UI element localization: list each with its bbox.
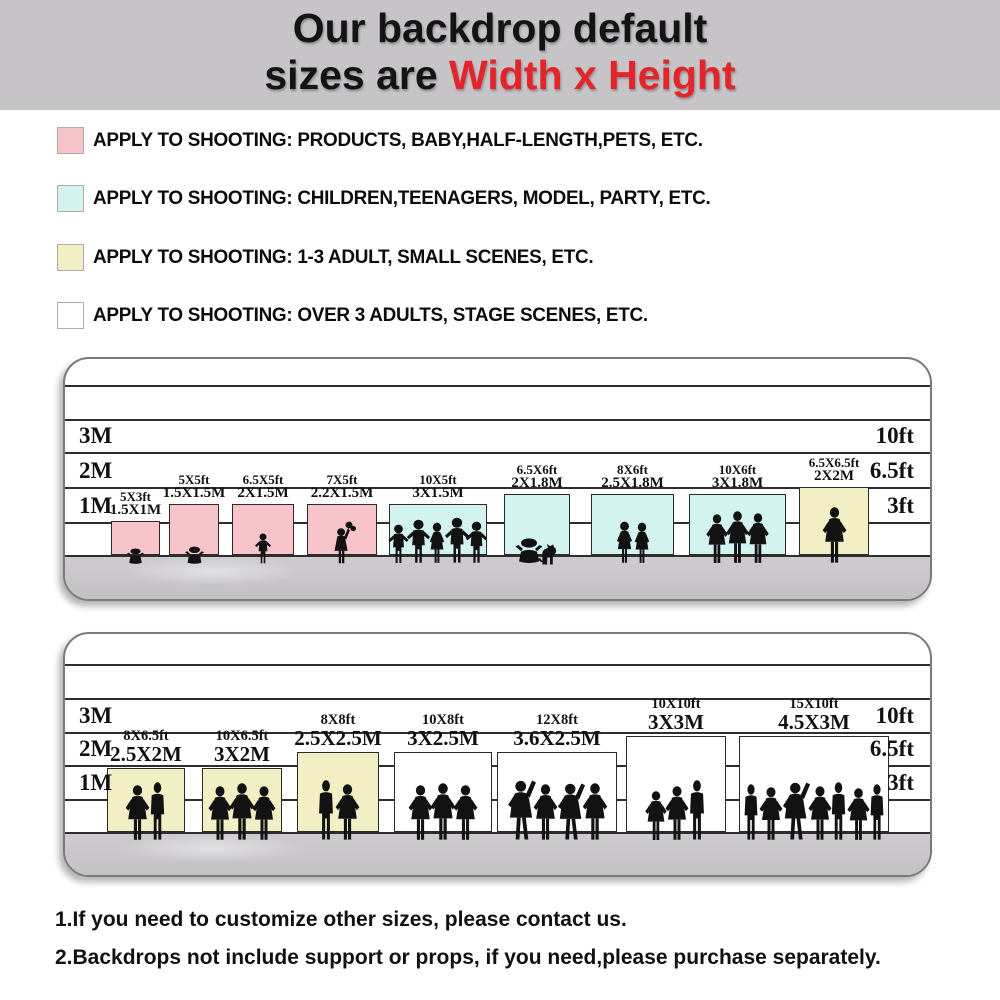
size-label-meter: 2X2M <box>813 468 854 485</box>
axis-label-feet: 10ft <box>875 703 914 728</box>
size-label-meter: 2.5X2M <box>110 742 182 767</box>
size-box-label <box>237 473 288 502</box>
header-banner <box>0 0 1000 110</box>
size-box-label <box>809 456 860 485</box>
size-label-meter: 4.5X3M <box>778 710 850 735</box>
axis-label-meter: 2M <box>79 736 113 761</box>
size-box-label <box>110 729 182 766</box>
silhouette-woman-icon <box>744 513 772 565</box>
axis-label-meter: 1M <box>79 770 113 795</box>
legend-swatch-yellow <box>57 244 84 271</box>
legend-item-cyan <box>57 184 730 212</box>
silhouette-woman-icon <box>450 785 481 842</box>
legend-item-white <box>57 301 665 329</box>
size-box-label <box>407 713 479 750</box>
floor-highlight <box>117 557 307 586</box>
size-chart-panel-large <box>63 632 932 877</box>
axis-label-meter: 1M <box>79 493 113 518</box>
note-customize: 1.If you need to customize other sizes, please contact us. <box>55 908 627 931</box>
axis-label-feet: 3ft <box>887 770 914 795</box>
legend-label: APPLY TO SHOOTING: CHILDREN,TEENAGERS, MODEL, PARTY, ETC. <box>93 186 711 209</box>
size-label-feet: 10X6.5ft <box>215 728 269 745</box>
axis-label-meter: 3M <box>79 703 113 728</box>
size-box-label <box>214 729 270 766</box>
axis-label-feet: 6.5ft <box>869 458 914 483</box>
size-label-meter: 3X2M <box>214 742 270 767</box>
silhouette-child-icon <box>463 521 490 565</box>
note-props: 2.Backdrops not include support or props, if you need,please purchase separately. <box>55 946 881 969</box>
size-label-feet: 8X8ft <box>320 712 356 729</box>
size-box-label <box>412 473 463 502</box>
size-label-meter: 2X1.5M <box>237 485 289 502</box>
silhouette-balloon-girl-icon <box>328 521 356 565</box>
size-label-meter: 1.5X1.5M <box>162 485 226 502</box>
size-label-meter: 2.2X1.5M <box>310 485 374 502</box>
silhouette-woman-icon <box>819 507 850 565</box>
size-box-label <box>110 490 161 519</box>
legend-label: APPLY TO SHOOTING: 1-3 ADULT, SMALL SCENES, ETC. <box>93 245 594 268</box>
size-label-feet: 15X10ft <box>789 696 839 713</box>
size-label-feet: 12X8ft <box>536 712 578 729</box>
axis-label-feet: 3ft <box>887 493 914 518</box>
scale-line <box>65 385 930 387</box>
size-label-feet: 10X6ft <box>718 461 757 477</box>
legend-swatch-white <box>57 302 84 329</box>
silhouette-man-icon <box>145 782 170 842</box>
silhouette-woman-icon <box>579 783 611 842</box>
size-chart-panel-small <box>63 357 932 601</box>
silhouette-man-icon <box>684 780 710 842</box>
legend-swatch-pink <box>57 127 84 154</box>
size-label-feet: 5X5ft <box>178 471 210 487</box>
size-box-label <box>294 713 382 750</box>
size-label-meter: 3X1.8M <box>711 475 764 492</box>
size-label-meter: 2X1.8M <box>511 475 563 492</box>
size-box-label <box>601 463 664 492</box>
axis-label-meter: 2M <box>79 458 113 483</box>
legend-item-pink <box>57 126 722 154</box>
size-box-label <box>163 473 226 502</box>
size-box-label <box>311 473 374 502</box>
size-box-label <box>513 713 601 750</box>
size-box-label <box>712 463 763 492</box>
scale-line <box>65 664 930 666</box>
silhouette-woman-icon <box>332 784 363 842</box>
size-label-feet: 5X3ft <box>119 488 152 504</box>
size-label-feet: 8X6ft <box>616 461 649 477</box>
legend-label: APPLY TO SHOOTING: PRODUCTS, BABY,HALF-LENGTH,PETS, ETC. <box>93 128 703 151</box>
size-box-label <box>648 697 704 734</box>
legend-item-yellow <box>57 243 609 271</box>
size-label-meter: 2.5X2.5M <box>294 726 382 751</box>
size-label-feet: 8X6.5ft <box>123 728 169 745</box>
silhouette-dog-icon <box>536 538 560 565</box>
size-box-label <box>778 697 850 734</box>
scale-line <box>65 419 930 421</box>
size-label-feet: 10X8ft <box>422 712 464 729</box>
silhouette-girl-icon <box>630 522 654 565</box>
size-label-feet: 6.5X6ft <box>516 461 558 477</box>
size-label-meter: 3.6X2.5M <box>513 726 601 751</box>
size-label-feet: 10X10ft <box>651 696 701 713</box>
axis-label-feet: 6.5ft <box>869 736 914 761</box>
legend-label: APPLY TO SHOOTING: OVER 3 ADULTS, STAGE SCENES, ETC. <box>93 303 648 326</box>
silhouette-child-icon <box>253 533 273 565</box>
title-line1: Our backdrop default <box>292 5 708 51</box>
size-label-feet: 6.5X5ft <box>242 471 284 487</box>
size-label-meter: 3X2.5M <box>407 726 479 751</box>
size-label-feet: 7X5ft <box>326 471 358 487</box>
axis-label-meter: 3M <box>79 423 113 448</box>
size-label-feet: 6.5X6.5ft <box>808 454 860 470</box>
silhouette-baby-icon <box>126 547 145 565</box>
title-accent: Width x Height <box>449 52 736 98</box>
silhouette-man-icon <box>865 784 889 842</box>
size-box-label <box>511 463 562 492</box>
scale-line <box>65 452 930 454</box>
silhouette-woman-icon <box>249 786 279 842</box>
legend-swatch-cyan <box>57 185 84 212</box>
silhouette-baby-icon <box>184 545 205 565</box>
axis-label-feet: 10ft <box>875 423 914 448</box>
size-label-meter: 3X3M <box>648 710 704 735</box>
title-line2 <box>0 52 1000 98</box>
size-label-meter: 1.5X1M <box>109 502 162 519</box>
size-label-meter: 3X1.5M <box>412 485 464 502</box>
size-label-feet: 10X5ft <box>419 471 457 487</box>
title-line2-prefix: sizes are <box>264 52 450 98</box>
size-label-meter: 2.5X1.8M <box>601 475 664 492</box>
